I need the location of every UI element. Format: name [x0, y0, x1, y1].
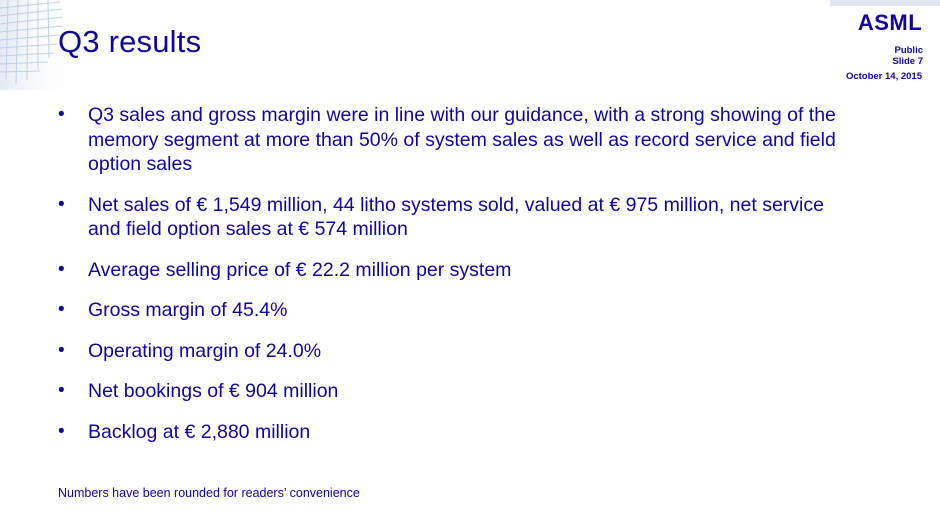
presentation-date: October 14, 2015 — [845, 71, 922, 82]
bullet-text: Operating margin of 24.0% — [88, 339, 322, 362]
logo-text: ASML — [857, 10, 923, 34]
bullet-item — [58, 193, 848, 242]
corner-decoration — [830, 0, 940, 6]
bullet-list — [58, 103, 848, 460]
slide-number: Slide 7 — [892, 56, 923, 67]
classification-label: Public — [894, 45, 923, 56]
bullet-dot: • — [58, 193, 65, 215]
bullet-item — [58, 258, 848, 283]
bullet-text: Average selling price of € 22.2 million per system — [88, 258, 512, 281]
bullet-item — [58, 298, 848, 323]
bullet-dot: • — [58, 104, 65, 125]
bullet-text: Backlog at € 2,880 million — [88, 420, 311, 443]
bullet-dot: • — [58, 258, 65, 280]
bullet-text: Q3 sales and gross margin were in line with our guidance, with a strong showing of the memory segment at more than 50% of system sales as well as record service and field option sales — [88, 104, 836, 175]
asml-logo — [852, 10, 928, 34]
bullet-item — [58, 103, 848, 177]
bullet-item — [58, 339, 848, 364]
bullet-item — [58, 420, 848, 445]
bullet-text: Net bookings of € 904 million — [88, 380, 339, 402]
bullet-text: Gross margin of 45.4% — [88, 299, 288, 321]
bullet-dot: • — [58, 299, 65, 320]
bullet-text: Net sales of € 1,549 million, 44 litho systems sold, valued at € 975 million, net service and field option sales at € 574 million — [88, 193, 824, 240]
bullet-dot: • — [58, 339, 65, 361]
bullet-dot: • — [58, 380, 65, 401]
bullet-dot: • — [58, 420, 65, 442]
bullet-item — [58, 379, 848, 404]
footnote: Numbers have been rounded for readers’ convenience — [58, 486, 360, 500]
slide-title: Q3 results — [58, 24, 202, 59]
